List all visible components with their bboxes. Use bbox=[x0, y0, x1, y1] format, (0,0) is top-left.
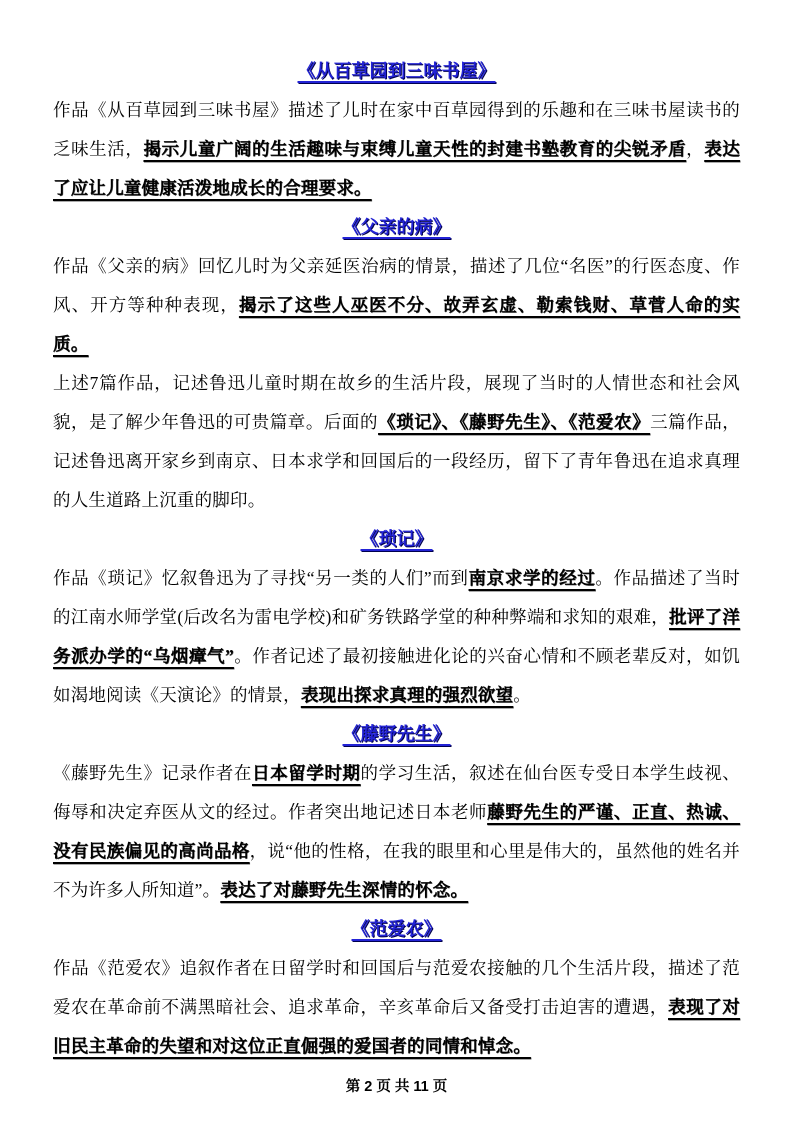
emphasis-run: 南京求学的经过 bbox=[468, 568, 596, 588]
text-run: 三篇作品，记述鲁迅离开家乡到南京、日本求学和回国后的一段经历，留下了青年鲁迅在追求真理的人生道路上沉重的脚印。 bbox=[53, 412, 740, 510]
emphasis-run: 表现出探求真理的强烈欲望 bbox=[300, 685, 514, 705]
emphasis-run: 揭示了这些人巫医不分、故弄玄虚、勒索钱财、草菅人命的实质。 bbox=[53, 295, 740, 354]
emphasis-run: 揭示儿童广阔的生活趣味与束缚儿童天性的封建书塾教育的尖锐矛盾 bbox=[143, 139, 687, 159]
emphasis-run: 日本留学时期 bbox=[251, 763, 361, 783]
work-title-link[interactable]: 《父亲的病》 bbox=[342, 217, 451, 237]
paragraph bbox=[53, 247, 740, 364]
text-run: ，说“他的性格，在我的眼里和心里是伟大的，虽然他的姓名并不为许多人所知道”。 bbox=[53, 841, 740, 900]
page-number-footer: 第 2 页 共 11 页 bbox=[345, 1079, 448, 1095]
paragraph bbox=[53, 949, 740, 1066]
work-title-link[interactable]: 《琐记》 bbox=[360, 529, 433, 549]
work-title-link[interactable]: 《从百草园到三味书屋》 bbox=[297, 61, 496, 81]
text-run: 。 bbox=[513, 685, 531, 705]
work-title-link[interactable]: 《范爱农》 bbox=[351, 919, 442, 939]
paragraph bbox=[53, 754, 740, 910]
text-run: 。作品描述了当时的江南水师学堂(后改名为雷电学校)和矿务铁路学堂的种种弊端和求知的艰难， bbox=[53, 568, 740, 627]
emphasis-run: 表达了应让儿童健康活泼地成长的合理要求。 bbox=[53, 139, 741, 198]
section-heading bbox=[53, 715, 740, 754]
paragraph bbox=[53, 364, 740, 520]
text-run: 作品《从百草园到三味书屋》描述了儿时在家中百草园得到的乐趣和在三味书屋读书的乏味生活， bbox=[53, 100, 740, 159]
text-run: 《藤野先生》记录作者在 bbox=[53, 763, 252, 783]
section-heading bbox=[53, 520, 740, 559]
emphasis-run: 表现了对旧民主革命的失望和对这位正直倔强的爱国者的同情和悼念。 bbox=[53, 997, 740, 1056]
paragraph bbox=[53, 559, 740, 715]
emphasis-run: 表达了对藤野先生深情的怀念。 bbox=[220, 880, 469, 900]
text-run: 作品《范爱农》追叙作者在日留学时和回国后与范爱农接触的几个生活片段，描述了范爱农在革命前不满黑暗社会、追求革命，辛亥革命后又备受打击迫害的遭遇， bbox=[53, 958, 740, 1017]
emphasis-run: 批评了洋务派办学的“乌烟瘴气” bbox=[53, 607, 740, 666]
emphasis-run: 《琐记》、《藤野先生》、《范爱农》 bbox=[378, 412, 651, 432]
paragraph bbox=[53, 91, 740, 208]
section-heading bbox=[53, 910, 740, 949]
text-run: 作品《琐记》忆叙鲁迅为了寻找“另一类的人们”而到 bbox=[53, 568, 469, 588]
text-run: 上述7篇作品，记述鲁迅儿童时期在故乡的生活片段，展现了当时的人情世态和社会风貌，是了解少年鲁迅的可贵篇章。后面的 bbox=[53, 373, 740, 432]
work-title-link[interactable]: 《藤野先生》 bbox=[342, 724, 451, 744]
text-run: 作品《父亲的病》回忆儿时为父亲延医治病的情景，描述了几位“名医”的行医态度、作风、开方等种种表现， bbox=[53, 256, 740, 315]
emphasis-run: 藤野先生的严谨、正直、热诚、没有民族偏见的高尚品格 bbox=[53, 802, 740, 861]
document-content bbox=[53, 52, 740, 1066]
section-heading bbox=[53, 52, 740, 91]
text-run: 。作者记述了最初接触进化论的兴奋心情和不顾老辈反对，如饥如渴地阅读《天演论》的情景， bbox=[53, 646, 740, 705]
section-heading bbox=[53, 208, 740, 247]
text-run: ， bbox=[686, 139, 705, 159]
text-run: 的学习生活，叙述在仙台医专受日本学生歧视、侮辱和决定弃医从文的经过。作者突出地记述日本老师 bbox=[53, 763, 741, 822]
